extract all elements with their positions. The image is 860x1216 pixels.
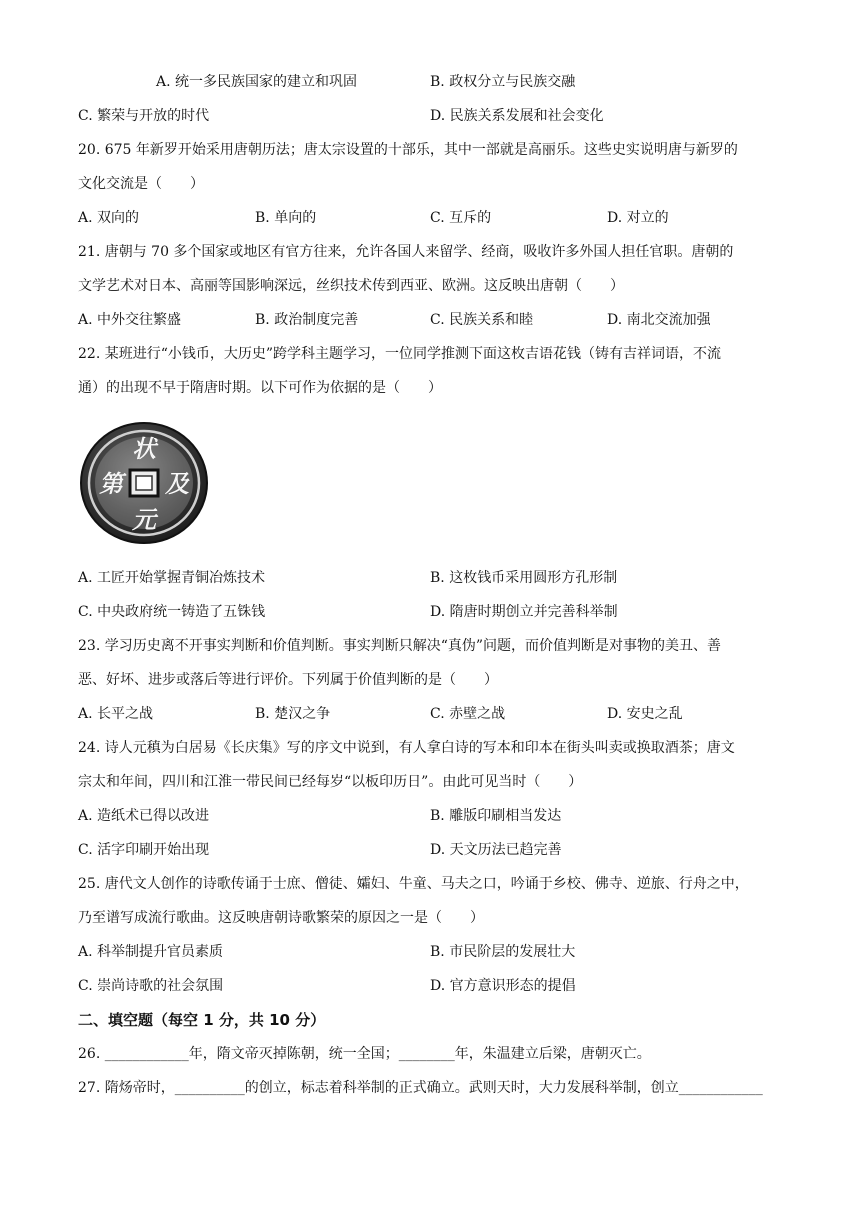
q21-stem-line2: 文学艺术对日本、高丽等国影响深远，丝织技术传到西亚、欧洲。这反映出唐朝（ ） [78,278,624,294]
q19-option-c: C. 繁荣与开放的时代 [78,108,210,124]
q23-stem-line1: 23. 学习历史离不开事实判断和价值判断。事实判断只解决“真伪”问题，而价值判断是对事物的美丑、善 [78,638,722,654]
q24-option-d: D. 天文历法已趋完善 [430,842,562,858]
q25-option-d: D. 官方意识形态的提倡 [430,978,576,994]
section-fill-in-heading: 二、填空题（每空 1 分，共 10 分） [78,1011,326,1029]
coin-char-right: 及 [165,470,189,498]
q20-stem-line2: 文化交流是（ ） [78,176,204,192]
coin-char-bottom: 元 [132,506,156,534]
q20-option-d: D. 对立的 [607,210,669,226]
q24-option-c: C. 活字印刷开始出现 [78,842,210,858]
q23-option-c: C. 赤壁之战 [430,706,506,722]
q22-option-b: B. 这枚钱币采用圆形方孔形制 [430,570,618,586]
q24-stem-line1: 24. 诗人元稹为白居易《长庆集》写的序文中说到，有人拿白诗的写本和印本在街头叫卖或换取酒茶；唐文 [78,740,735,756]
q19-option-a: A. 统一多民族国家的建立和巩固 [156,74,358,90]
q24-option-a: A. 造纸术已得以改进 [78,808,210,824]
q25-stem-line2: 乃至谱写成流行歌曲。这反映唐朝诗歌繁荣的原因之一是（ ） [78,910,484,926]
q19-option-b: B. 政权分立与民族交融 [430,74,576,90]
q23-option-d: D. 安史之乱 [607,706,683,722]
q19-option-d: D. 民族关系发展和社会变化 [430,108,604,124]
q21-option-d: D. 南北交流加强 [607,312,711,328]
q23-option-a: A. 长平之战 [78,706,154,722]
q24-option-b: B. 雕版印刷相当发达 [430,808,562,824]
q23-option-b: B. 楚汉之争 [255,706,331,722]
q21-option-c: C. 民族关系和睦 [430,312,534,328]
q22-stem-line1: 22. 某班进行“小钱币，大历史”跨学科主题学习，一位同学推测下面这枚吉语花钱（铸有吉祥词语，不流 [78,346,722,362]
coin-char-top: 状 [132,435,156,463]
q22-stem-line2: 通）的出现不早于隋唐时期。以下可作为依据的是（ ） [78,380,442,396]
q20-option-c: C. 互斥的 [430,210,492,226]
q21-option-a: A. 中外交往繁盛 [78,312,182,328]
q25-option-c: C. 崇尚诗歌的社会氛围 [78,978,224,994]
q20-stem-line1: 20. 675 年新罗开始采用唐朝历法；唐太宗设置的十部乐，其中一部就是高丽乐。这些史实说明唐与新罗的 [78,142,738,158]
q22-option-d: D. 隋唐时期创立并完善科举制 [430,604,618,620]
q25-option-b: B. 市民阶层的发展壮大 [430,944,576,960]
q22-option-c: C. 中央政府统一铸造了五铢钱 [78,604,266,620]
q21-stem-line1: 21. 唐朝与 70 多个国家或地区有官方往来，允许各国人来留学、经商，吸收许多外国人担任官职。唐朝的 [78,244,734,260]
q21-option-b: B. 政治制度完善 [255,312,359,328]
q22-option-a: A. 工匠开始掌握青铜冶炼技术 [78,570,266,586]
coin-char-left: 第 [99,470,123,498]
q24-stem-line2: 宗太和年间，四川和江淮一带民间已经每岁“以板印历日”。由此可见当时（ ） [78,774,583,790]
q25-stem-line1: 25. 唐代文人创作的诗歌传诵于士庶、僧徒、孀妇、牛童、马夫之口，吟诵于乡校、佛寺、逆旅、行舟之中， [78,876,749,892]
q26-line: 26. ____________年，隋文帝灭掉陈朝，统一全国；________年，朱温建立后梁，唐朝灭亡。 [78,1046,651,1062]
coin-image [78,420,210,546]
q27-line: 27. 隋炀帝时，__________的创立，标志着科举制的正式确立。武则天时，大力发展科举制，创立____________ [78,1080,763,1096]
q20-option-a: A. 双向的 [78,210,140,226]
q25-option-a: A. 科举制提升官员素质 [78,944,224,960]
q23-stem-line2: 恶、好坏、进步或落后等进行评价。下列属于价值判断的是（ ） [78,672,498,688]
q20-option-b: B. 单向的 [255,210,317,226]
